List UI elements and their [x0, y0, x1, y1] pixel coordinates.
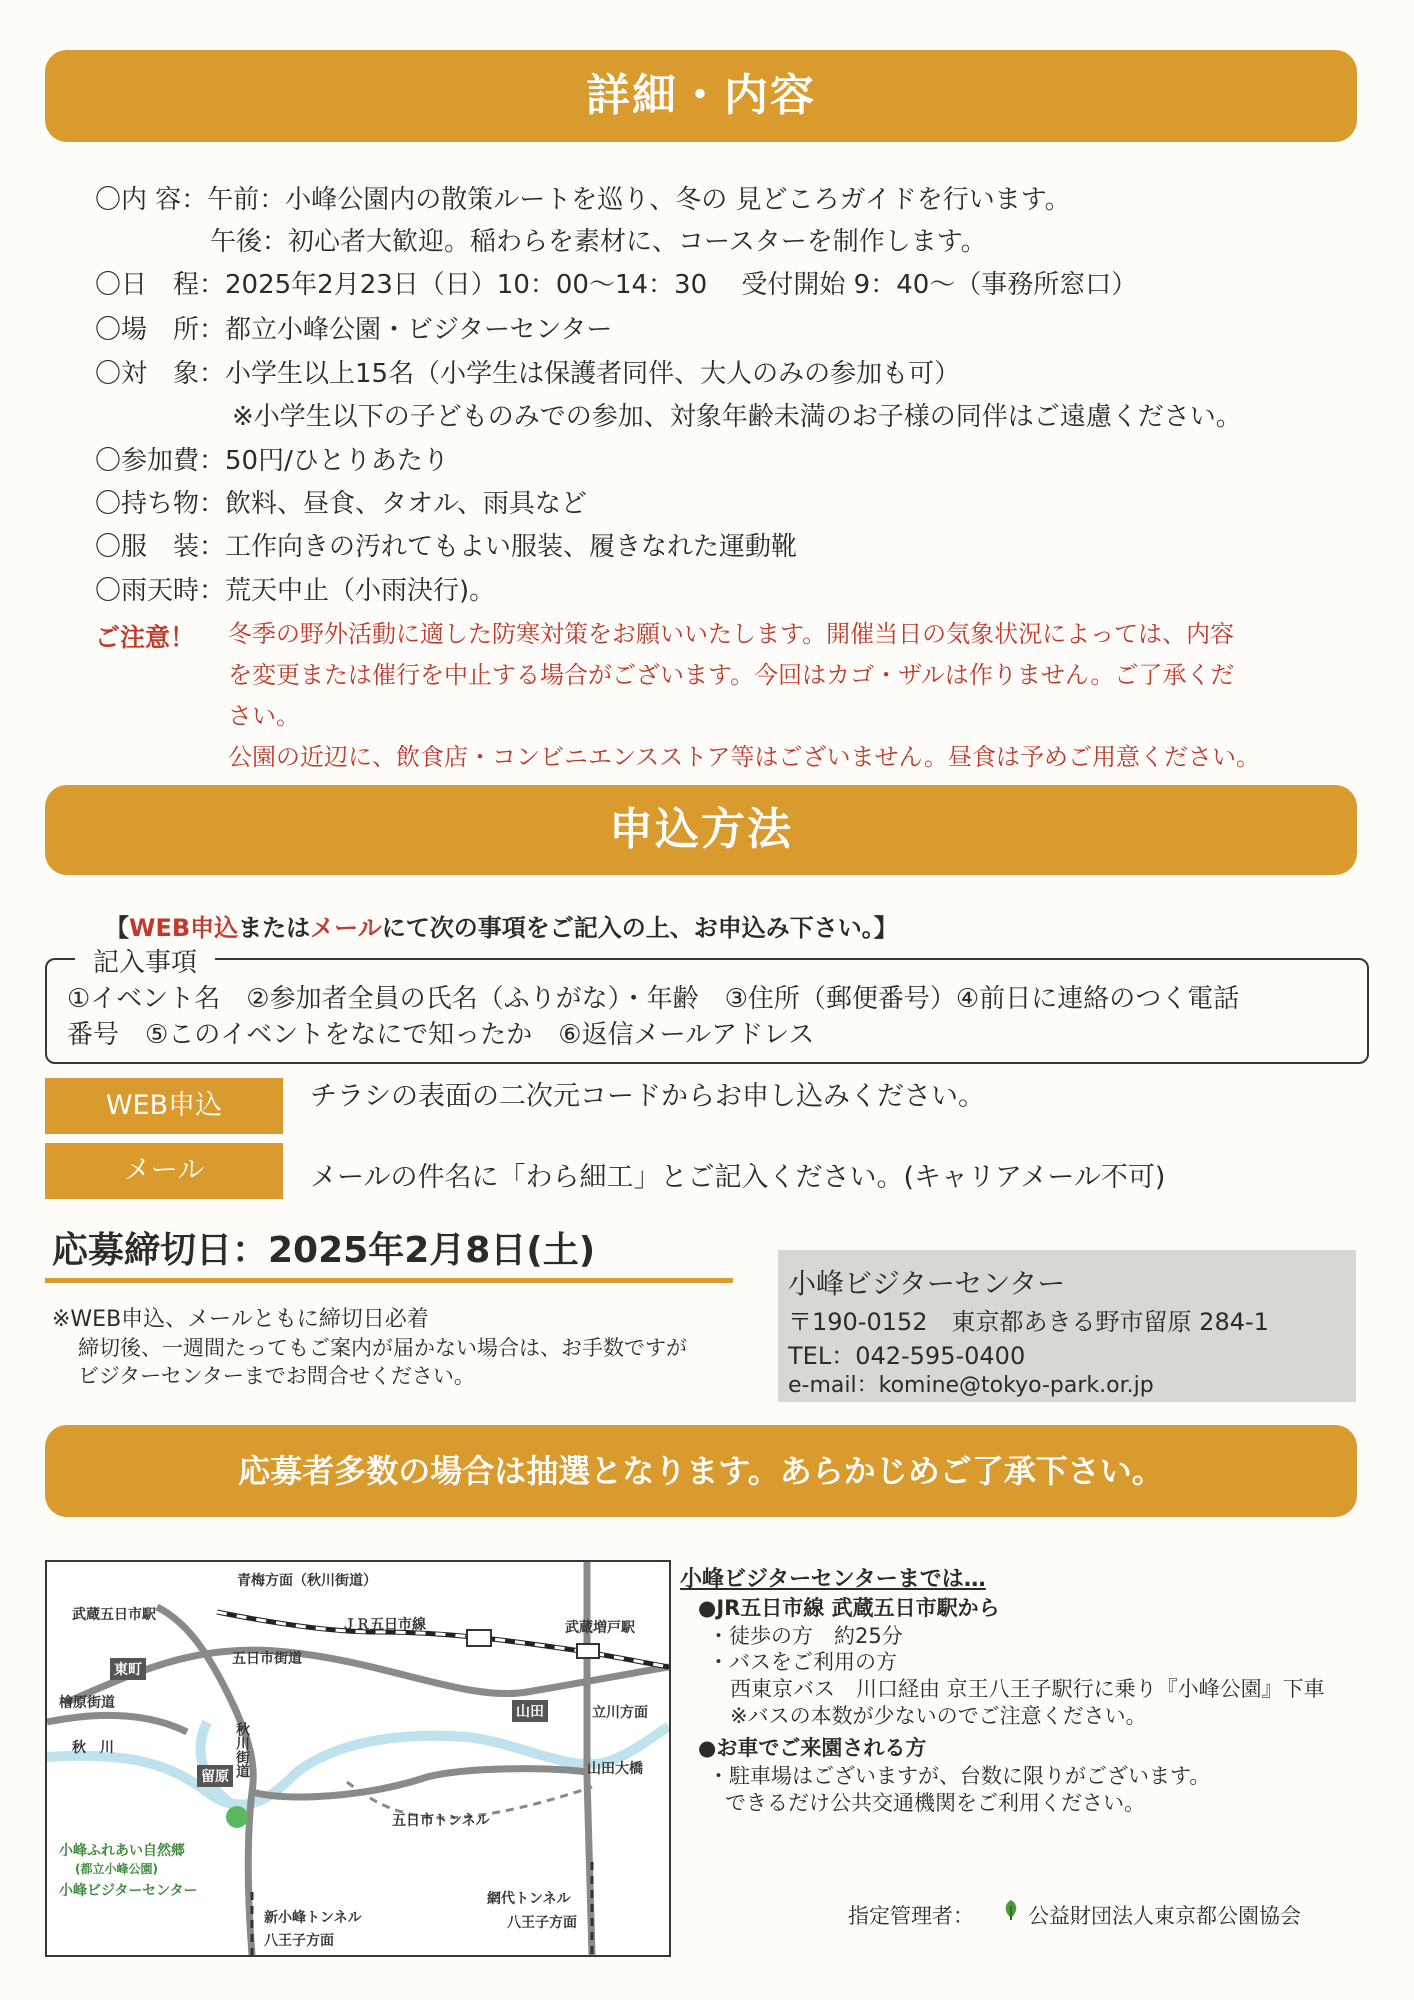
- map-label-visitor-center: 小峰ビジターセンター: [59, 1883, 198, 1899]
- deadline-underline: [45, 1278, 733, 1283]
- map-label-ome: 青梅方面（秋川街道）: [237, 1573, 377, 1589]
- apply-header-band: [45, 785, 1357, 875]
- map-label-yamada-ohashi: 山田大橋: [587, 1761, 643, 1777]
- detail-value: 都立小峰公園・ビジターセンター: [225, 315, 613, 345]
- map-label-fureai: 小峰ふれあい自然郷: [59, 1843, 185, 1859]
- notice-label: ご注意！: [95, 623, 196, 652]
- access-title: 小峰ビジターセンターまでは…: [680, 1567, 986, 1592]
- detail-row-rain: [95, 574, 495, 608]
- required-fields-line-2: 番号 ⑤このイベントをなにで知ったか ⑥返信メールアドレス: [67, 1020, 815, 1050]
- apply-intro: [105, 908, 898, 943]
- required-fields-legend: 記入事項: [75, 942, 215, 979]
- contact-address: 〒190-0152 東京都あきる野市留原 284-1: [788, 1308, 1269, 1336]
- intro-mid: または: [238, 914, 311, 942]
- required-fields-line-1: ①イベント名 ②参加者全員の氏名（ふりがな）・年齢 ③住所（郵便番号）④前日に連絡のつく電話: [67, 984, 1240, 1014]
- deadline-note-1: ※WEB申込、メールともに締切日必着: [52, 1307, 429, 1332]
- detail-row-content-pm: [210, 225, 987, 259]
- deadline-title: 応募締切日：2025年2月8日(土): [52, 1230, 596, 1271]
- detail-row-clothes: [95, 530, 797, 564]
- detail-value: 2025年2月23日（日）10：00～14：30 受付開始 9：40～（事務所窓口）: [225, 270, 1138, 300]
- detail-label: 〇参加費：: [95, 446, 226, 476]
- detail-row-fee: [95, 444, 449, 478]
- detail-value: 飲料、昼食、タオル、雨具など: [225, 489, 587, 519]
- method-divider: [45, 1136, 283, 1140]
- notice-line-3: さい。: [228, 702, 300, 730]
- map-label-musashi-itsukaichi: 武蔵五日市駅: [72, 1607, 156, 1623]
- map-label-tachikawa: 立川方面: [592, 1705, 648, 1721]
- detail-value: 工作向きの汚れてもよい服装、履きなれた運動靴: [225, 532, 798, 562]
- map-tag-yamada: 山田: [512, 1700, 548, 1722]
- detail-row-target-note: [232, 400, 1242, 434]
- contact-email: e-mail：komine@tokyo-park.or.jp: [788, 1373, 1154, 1398]
- access-train-bus: ・バスをご利用の方: [708, 1650, 897, 1674]
- access-train-bus-note: ※バスの本数が少ないのでご注意ください。: [730, 1704, 1147, 1728]
- access-map: [45, 1560, 671, 1957]
- contact-tel: TEL：042-595-0400: [788, 1342, 1026, 1370]
- access-train-walk: ・徒歩の方 約25分: [708, 1624, 903, 1648]
- map-label-hachioji-1: 八王子方面: [264, 1933, 334, 1949]
- mail-method-tag: メール: [45, 1143, 283, 1199]
- access-car-line-2: できるだけ公共交通機関をご利用ください。: [725, 1791, 1145, 1815]
- web-method-text: チラシの表面の二次元コードからお申し込みください。: [310, 1081, 985, 1112]
- detail-label: 〇内 容：: [95, 185, 208, 215]
- mail-method-text: メールの件名に「わら細工」とご記入ください。(キャリアメール不可): [310, 1162, 1166, 1193]
- map-tag-higashimachi: 東町: [110, 1658, 146, 1680]
- detail-label: 〇持ち物：: [95, 489, 226, 519]
- park-association-logo-icon: [1000, 1898, 1022, 1920]
- detail-label: 〇服 装：: [95, 532, 226, 562]
- map-tag-tomehara: 留原: [197, 1765, 233, 1787]
- map-label-hachioji-2: 八王子方面: [507, 1915, 577, 1931]
- detail-value: 50円/ひとりあたり: [225, 446, 449, 476]
- detail-value: 午前：小峰公園内の散策ルートを巡り、冬の 見どころガイドを行います。: [207, 185, 1071, 215]
- intro-rest: にて次の事項をご記入の上、お申込み下さい。】: [381, 914, 898, 942]
- detail-row-content-am: [95, 183, 1071, 217]
- map-label-akigawa-kaido: 秋川街道: [234, 1722, 250, 1778]
- detail-row-date: [95, 268, 1137, 302]
- map-label-hinohara: 檜原街道: [59, 1695, 115, 1711]
- lottery-text: 応募者多数の場合は抽選となります。あらかじめご了承下さい。: [238, 1452, 1164, 1490]
- map-label-shinkomine-tunnel: 新小峰トンネル: [264, 1910, 362, 1926]
- apply-title: 申込方法: [609, 804, 793, 855]
- bracket-open: 【: [105, 914, 129, 942]
- deadline-note-3: ビジターセンターまでお問合せください。: [78, 1364, 475, 1388]
- deadline-note-2: 締切後、一週間たってもご案内が届かない場合は、お手数ですが: [78, 1336, 687, 1360]
- web-method-tag: WEB申込: [45, 1078, 283, 1134]
- detail-row-target: [95, 357, 960, 391]
- detail-row-items: [95, 487, 587, 521]
- map-label-jr-line: ＪＲ五日市線: [342, 1617, 426, 1633]
- details-header-band: [45, 50, 1357, 142]
- map-label-akigawa: 秋 川: [72, 1740, 114, 1756]
- notice-line-1: 冬季の野外活動に適した防寒対策をお願いいたします。開催当日の気象状況によっては、内容: [228, 620, 1235, 648]
- detail-label: 〇対 象：: [95, 359, 226, 389]
- map-label-itsukaichi-kaido: 五日市街道: [232, 1651, 302, 1667]
- detail-value: 小学生以上15名（小学生は保護者同伴、大人のみの参加も可）: [225, 359, 961, 389]
- access-train-bus-detail: 西東京バス 川口経由 京王八王子駅行に乗り『小峰公園』下車: [730, 1677, 1325, 1701]
- detail-value: 午後：初心者大歓迎。稲わらを素材に、コースターを制作します。: [210, 227, 987, 257]
- notice-line-4: 公園の近辺に、飲食店・コンビニエンスストア等はございません。昼食は予めご用意ください。: [228, 743, 1260, 771]
- map-label-itsukaichi-tunnel: 五日市トンネル: [392, 1813, 490, 1829]
- detail-value: 荒天中止（小雨決行)。: [225, 576, 496, 606]
- contact-name: 小峰ビジターセンター: [788, 1267, 1066, 1300]
- access-car-head: ●お車でご来園される方: [698, 1736, 927, 1760]
- access-car-line-1: ・駐車場はございますが、台数に限りがございます。: [708, 1764, 1211, 1788]
- map-label-fureai-sub: (都立小峰公園): [75, 1862, 158, 1876]
- contact-box: [778, 1250, 1356, 1402]
- manager-label: 指定管理者：: [848, 1904, 974, 1928]
- manager-name: 公益財団法人東京都公園協会: [1028, 1904, 1301, 1928]
- map-label-masuko: 武蔵増戸駅: [565, 1620, 635, 1636]
- lottery-banner: [45, 1425, 1357, 1517]
- notice-line-2: を変更または催行を中止する場合がございます。今回はカゴ・ザルは作りません。ご了承くだ: [228, 661, 1235, 689]
- detail-value: ※小学生以下の子どものみでの参加、対象年齢未満のお子様の同伴はご遠慮ください。: [232, 402, 1242, 432]
- access-train-head: ●JR五日市線 武蔵五日市駅から: [698, 1596, 1000, 1620]
- detail-row-place: [95, 313, 612, 347]
- intro-web: WEB申込: [129, 914, 239, 942]
- detail-label: 〇場 所：: [95, 315, 226, 345]
- detail-label: 〇日 程：: [95, 270, 226, 300]
- details-title: 詳細・内容: [586, 70, 816, 121]
- detail-label: 〇雨天時：: [95, 576, 226, 606]
- map-label-amishiro-tunnel: 網代トンネル: [487, 1891, 571, 1907]
- intro-mail: メール: [310, 914, 382, 942]
